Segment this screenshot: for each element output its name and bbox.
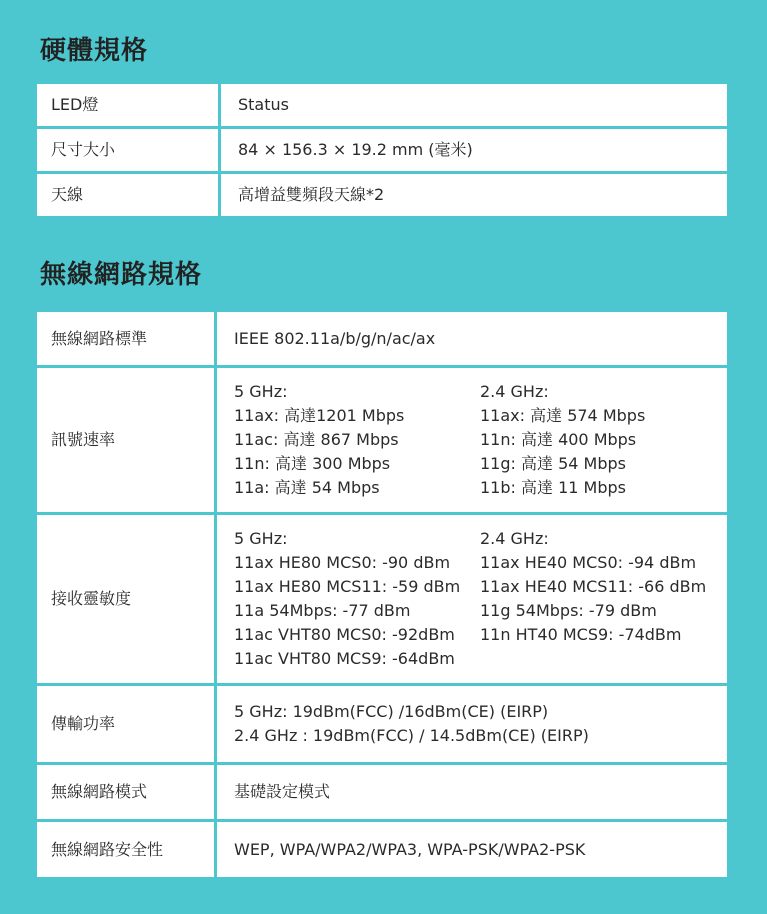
row-value-standard: IEEE 802.11a/b/g/n/ac/ax [217, 312, 727, 365]
hardware-section-title: 硬體規格 [40, 36, 149, 66]
row-value-security: WEP, WPA/WPA2/WPA3, WPA-PSK/WPA2-PSK [217, 822, 727, 877]
wireless-spec-table [37, 309, 727, 880]
list-item: 11ax: 高達1201 Mbps [234, 406, 405, 425]
list-item: 11ac: 高達 867 Mbps [234, 430, 399, 449]
table-row [37, 312, 727, 365]
list-item: 11ac VHT80 MCS9: -64dBm [234, 649, 455, 668]
table-row [37, 765, 727, 819]
row-value-led: Status [221, 84, 727, 126]
row-value-power [217, 686, 727, 762]
sensitivity-24ghz-column [480, 527, 726, 671]
row-label-standard: 無線網路標準 [37, 312, 217, 365]
list-item: 2.4 GHz : 19dBm(FCC) / 14.5dBm(CE) (EIRP) [234, 726, 589, 745]
table-row [37, 686, 727, 762]
list-item: 2.4 GHz: [480, 529, 549, 548]
row-value-antenna: 高增益雙頻段天線*2 [221, 174, 727, 216]
row-value-mode: 基礎設定模式 [217, 765, 727, 819]
table-row [37, 515, 727, 683]
row-label-dimensions: 尺寸大小 [37, 129, 221, 171]
list-item: 11g 54Mbps: -79 dBm [480, 601, 657, 620]
list-item: 5 GHz: 19dBm(FCC) /16dBm(CE) (EIRP) [234, 702, 549, 721]
list-item: 5 GHz: [234, 382, 288, 401]
table-row [37, 84, 727, 126]
row-label-antenna: 天線 [37, 174, 221, 216]
row-label-sensitivity: 接收靈敏度 [37, 515, 217, 683]
list-item: 2.4 GHz: [480, 382, 549, 401]
list-item: 11g: 高達 54 Mbps [480, 454, 626, 473]
row-value-rate [217, 368, 727, 512]
list-item: 11b: 高達 11 Mbps [480, 478, 626, 497]
list-item: 11ax HE40 MCS11: -66 dBm [480, 577, 707, 596]
sensitivity-5ghz-column [234, 527, 480, 671]
list-item: 11ax HE80 MCS0: -90 dBm [234, 553, 451, 572]
table-row [37, 174, 727, 216]
rate-24ghz-column [480, 380, 726, 500]
list-item: 11n: 高達 300 Mbps [234, 454, 391, 473]
row-label-security: 無線網路安全性 [37, 822, 217, 877]
table-row [37, 368, 727, 512]
table-row [37, 129, 727, 171]
list-item: 11n: 高達 400 Mbps [480, 430, 637, 449]
list-item: 11ax HE80 MCS11: -59 dBm [234, 577, 461, 596]
list-item: 11ax: 高達 574 Mbps [480, 406, 646, 425]
list-item: 11a 54Mbps: -77 dBm [234, 601, 411, 620]
list-item: 11ax HE40 MCS0: -94 dBm [480, 553, 697, 572]
row-label-power: 傳輸功率 [37, 686, 217, 762]
row-label-rate: 訊號速率 [37, 368, 217, 512]
list-item: 11a: 高達 54 Mbps [234, 478, 380, 497]
list-item: 11n HT40 MCS9: -74dBm [480, 625, 682, 644]
wireless-section-title: 無線網路規格 [40, 260, 203, 290]
rate-5ghz-column [234, 380, 480, 500]
hardware-spec-table [37, 81, 727, 219]
row-value-dimensions: 84 × 156.3 × 19.2 mm (毫米) [221, 129, 727, 171]
table-row [37, 822, 727, 877]
row-value-sensitivity [217, 515, 727, 683]
list-item: 5 GHz: [234, 529, 288, 548]
list-item: 11ac VHT80 MCS0: -92dBm [234, 625, 455, 644]
row-label-mode: 無線網路模式 [37, 765, 217, 819]
row-label-led: LED燈 [37, 84, 221, 126]
